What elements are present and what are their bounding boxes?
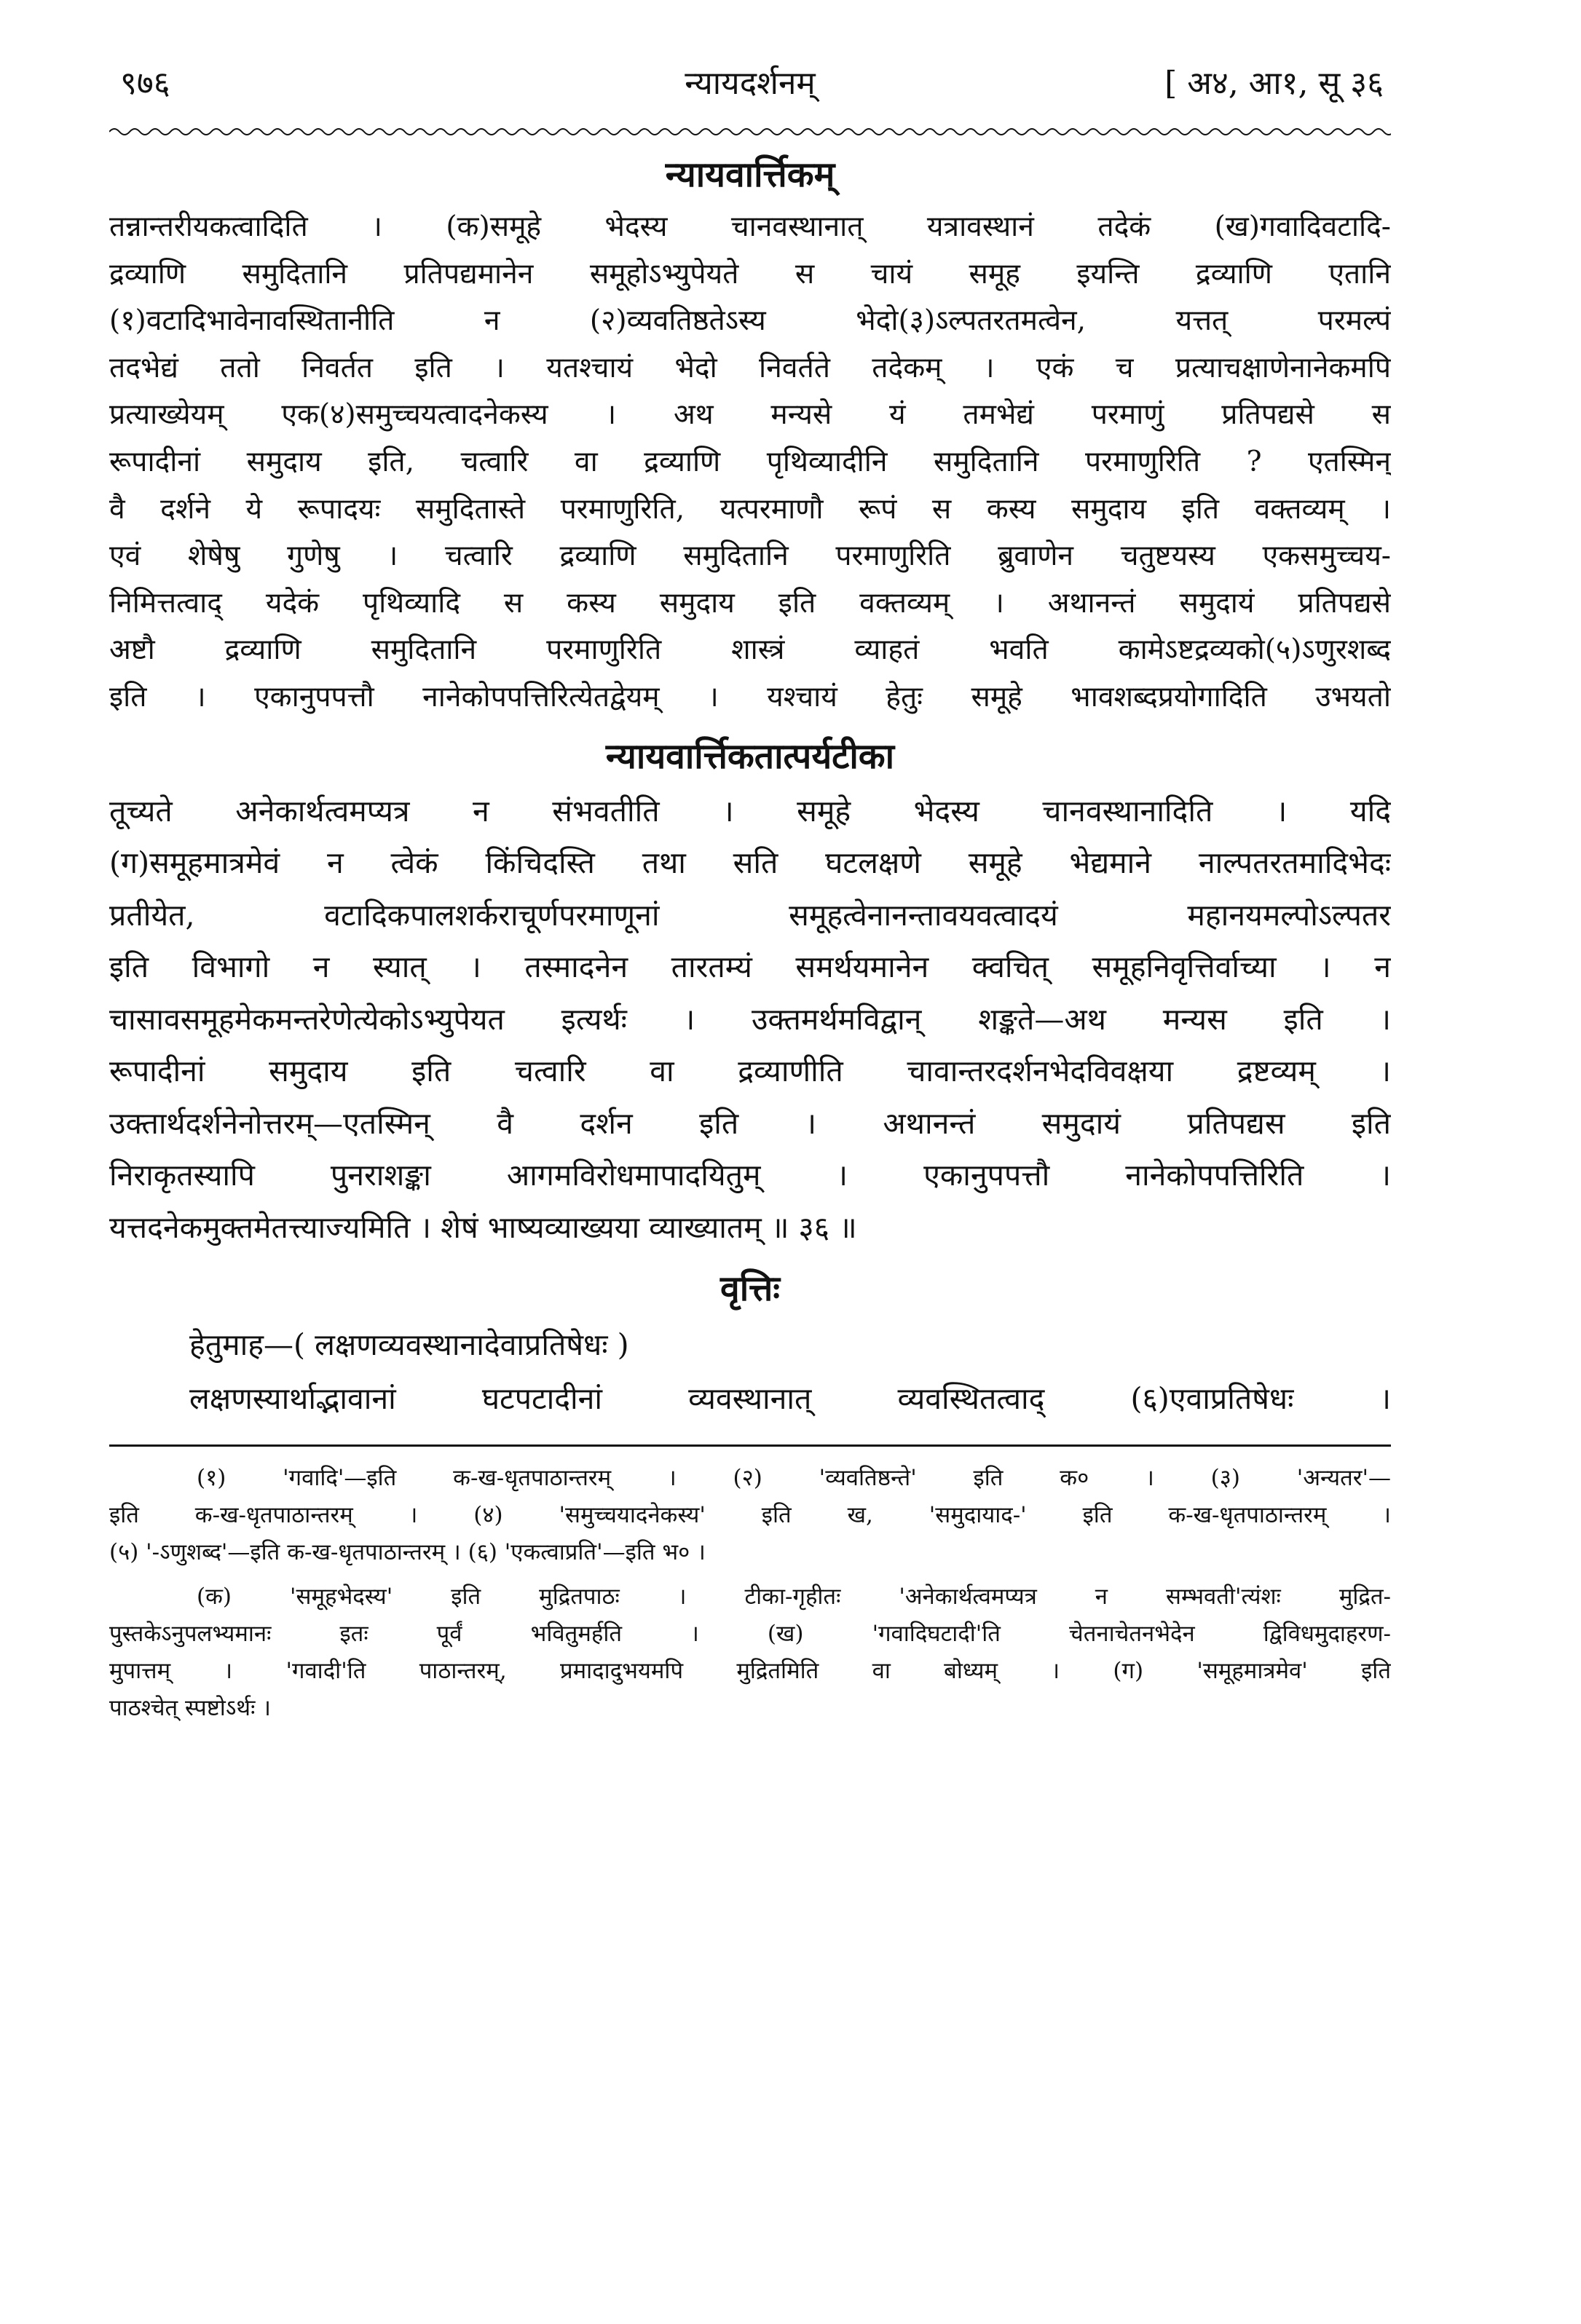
text-line: एवं शेषेषु गुणेषु । चत्वारि द्रव्याणि समुदितानि परमाणुरिति ब्रुवाणेन चतुष्टयस्य एकसमुच्चय-	[109, 540, 1391, 573]
footnote-line: पाठश्चेत् स्पष्टोऽर्थः ।	[109, 1695, 271, 1722]
text-line: तन्नान्तरीयकत्वादिति । (क)समूहे भेदस्य चानवस्थानात् यत्रावस्थानं तदेकं (ख)गवादिवटादि-	[109, 210, 1391, 243]
text-line: द्रव्याणि समुदितानि प्रतिपद्यमानेन समूहोऽभ्युपेयते स चायं समूह इयन्ति द्रव्याणि एतानि	[109, 257, 1391, 290]
varttika-text	[109, 204, 1391, 722]
text-line: तूच्यते अनेकार्थत्वमप्यत्र न संभवतीति । समूहे भेदस्य चानवस्थानादिति । यदि	[109, 793, 1391, 829]
footnote-rule	[109, 1444, 1391, 1447]
text-line: (ग)समूहमात्रमेवं न त्वेकं किंचिदस्ति तथा सति घटलक्षणे समूहे भेद्यमाने नाल्पतरतमादिभेदः	[109, 845, 1391, 881]
footnote-line: (१) 'गवादि'—इति क-ख-धृतपाठान्तरम् । (२) 'व्यवतिष्ठन्ते' इति क० । (३) 'अन्यतर'—	[197, 1465, 1391, 1492]
text-line: लक्षणस्यार्थाद्भावानां घटपटादीनां व्यवस्थानात् व्यवस्थितत्वाद् (६)एवाप्रतिषेधः ।	[189, 1381, 1391, 1417]
tika-text	[109, 786, 1391, 1254]
section-reference: [ अ४, आ१, सू ३६	[1164, 65, 1384, 102]
text-line: अष्टौ द्रव्याणि समुदितानि परमाणुरिति शास्त्रं व्याहतं भवति कामेऽष्टद्रव्यको(५)ऽणुरशब्द	[109, 633, 1391, 667]
lettered-footnotes	[109, 1578, 1391, 1727]
text-line: रूपादीनां समुदाय इति, चत्वारि वा द्रव्याणि पृथिव्यादीनि समुदितानि परमाणुरिति ? एतस्मिन्	[109, 445, 1391, 478]
wavy-header-rule	[109, 124, 1391, 140]
text-line: उक्तार्थदर्शनेनोत्तरम्—एतस्मिन् वै दर्शन इति । अथानन्तं समुदायं प्रतिपद्यस इति	[109, 1105, 1391, 1141]
footnotes	[109, 1460, 1391, 1727]
vritti-text	[109, 1318, 1391, 1426]
footnote-line: (५) '-ऽणुशब्द'—इति क-ख-धृतपाठान्तरम् । (६) 'एकत्वाप्रति'—इति भ० ।	[109, 1539, 706, 1566]
page-number: ९७६	[120, 65, 170, 102]
text-line: इति विभागो न स्यात् । तस्मादनेन तारतम्यं समर्थयमानेन क्वचित् समूहनिवृत्तिर्वाच्या । न	[109, 949, 1391, 985]
footnote-line: पुस्तकेऽनुपलभ्यमानः इतः पूर्वं भवितुमर्हति । (ख) 'गवादिघटादी'ति चेतनाचेतनभेदेन द्विविधमुदाहरण-	[109, 1621, 1391, 1648]
text-line: इति । एकानुपपत्तौ नानेकोपपत्तिरित्येतद्वेयम् । यश्चायं हेतुः समूहे भावशब्दप्रयोगादिति उभयतो	[109, 680, 1391, 714]
footnote-line: मुपात्तम् । 'गवादी'ति पाठान्तरम्, प्रमादादुभयमपि मुद्रितमिति वा बोध्यम् । (ग) 'समूहमात्रमेव' इति	[109, 1658, 1391, 1685]
varttika-heading: न्यायवार्त्तिकम्	[665, 154, 835, 195]
text-line: यत्तदनेकमुक्तमेतत्त्याज्यमिति । शेषं भाष्यव्याख्यया व्याख्यातम् ॥ ३६ ॥	[109, 1209, 857, 1245]
vritti-heading: वृत्तिः	[720, 1268, 780, 1310]
footnote-line: इति क-ख-धृतपाठान्तरम् । (४) 'समुच्चयादनेकस्य' इति ख, 'समुदायाद-' इति क-ख-धृतपाठान्तरम् ।	[109, 1502, 1391, 1529]
text-line: प्रतीयेत, वटादिकपालशर्कराचूर्णपरमाणूनां समूहत्वेनानन्तावयवत्वादयं महानयमल्पोऽल्पतर	[109, 897, 1391, 933]
text-line: तदभेद्यं ततो निवर्तत इति । यतश्चायं भेदो निवर्तते तदेकम् । एकं च प्रत्याचक्षाणेनानेकमपि	[109, 351, 1391, 384]
text-line: चासावसमूहमेकमन्तरेणेत्येकोऽभ्युपेयत इत्यर्थः । उक्तमर्थमविद्वान् शङ्कते—अथ मन्यस इति ।	[109, 1001, 1391, 1037]
page-header	[109, 44, 1391, 124]
numbered-footnotes	[109, 1460, 1391, 1571]
text-line: प्रत्याख्येयम् एक(४)समुच्चयत्वादनेकस्य । अथ मन्यसे यं तमभेद्यं परमाणुं प्रतिपद्यसे स	[109, 398, 1391, 432]
text-line: (१)वटादिभावेनावस्थितानीति न (२)व्यवतिष्ठतेऽस्य भेदो(३)ऽल्पतरतमत्वेन, यत्तत् परमल्पं	[109, 304, 1391, 338]
book-page	[109, 44, 1391, 1734]
footnote-line: (क) 'समूहभेदस्य' इति मुद्रितपाठः । टीका-गृहीतः 'अनेकार्थत्वमप्यत्र न सम्भवती'त्यंशः मुद्रित-	[197, 1584, 1391, 1610]
text-line: निमित्तत्वाद् यदेकं पृथिव्यादि स कस्य समुदाय इति वक्तव्यम् । अथानन्तं समुदायं प्रतिपद्यसे	[109, 586, 1391, 620]
running-title: न्यायदर्शनम्	[685, 65, 816, 102]
text-line: निराकृतस्यापि पुनराशङ्का आगमविरोधमापादयितुम् । एकानुपपत्तौ नानेकोपपत्तिरिति ।	[109, 1158, 1391, 1193]
text-line: रूपादीनां समुदाय इति चत्वारि वा द्रव्याणीति चावान्तरदर्शनभेदविवक्षया द्रष्टव्यम् ।	[109, 1054, 1391, 1089]
text-line: वै दर्शने ये रूपादयः समुदितास्ते परमाणुरिति, यत्परमाणौ रूपं स कस्य समुदाय इति वक्तव्यम् ।	[109, 492, 1391, 526]
text-line: हेतुमाह—( लक्षणव्यवस्थानादेवाप्रतिषेधः )	[189, 1327, 629, 1363]
tika-heading: न्यायवार्त्तिकतात्पर्यटीका	[605, 735, 895, 777]
